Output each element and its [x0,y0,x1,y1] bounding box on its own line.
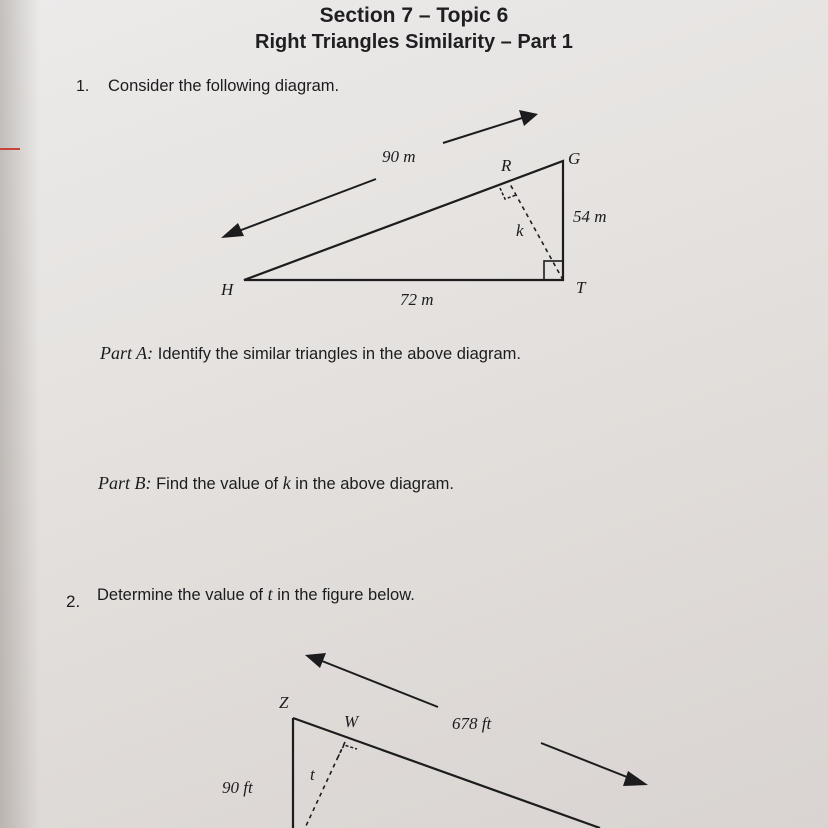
question-1-prompt: Consider the following diagram. [108,77,340,95]
part-b-text: Find the value of [156,475,279,493]
label-72m: 72 m [400,290,434,309]
right-angle-mark-r [500,188,516,199]
section-heading: Section 7 – Topic 6 [319,4,509,27]
q2-arrow-left-head [305,653,326,668]
arrow-right-head [519,110,538,126]
part-b-label: Part B: [98,473,152,493]
arrow-left-head [221,223,244,238]
arrow-left-line [236,179,376,232]
q2-arrow-right-line [541,743,632,779]
label-90ft: 90 ft [222,778,253,797]
vertex-w: W [344,712,359,731]
question-2-prompt [97,584,415,605]
arrow-right-line [443,118,522,143]
question-1-number: 1. [76,78,90,95]
label-678ft: 678 ft [452,714,492,733]
part-b [98,473,454,494]
vertex-g: G [568,149,581,168]
part-a-text: Identify the similar triangles in the above diagram. [157,345,521,363]
label-54m: 54 m [573,207,607,226]
question-2-number: 2. [66,592,81,611]
question-2-rest: in the figure below. [277,586,415,604]
part-b-rest: in the above diagram. [295,475,454,493]
q2-arrow-left-line [322,661,438,707]
label-90m: 90 m [382,147,416,166]
q2-arrow-right-head [623,771,648,786]
vertex-z: Z [279,693,289,712]
vertex-r: R [501,156,512,175]
part-a [100,343,521,364]
part-a-label: Part A: [100,343,154,363]
question-2-prompt-text: Determine the value of [97,586,264,604]
vertex-t: T [576,278,586,297]
q2-right-angle-mark [338,745,357,757]
page-title: Right Triangles Similarity – Part 1 [255,31,573,53]
vertex-h: H [221,280,234,299]
label-k: k [516,221,524,240]
label-t: t [310,765,315,784]
q2-hypotenuse [293,718,600,828]
part-b-var: k [282,473,291,493]
question-2-var: t [267,584,273,604]
